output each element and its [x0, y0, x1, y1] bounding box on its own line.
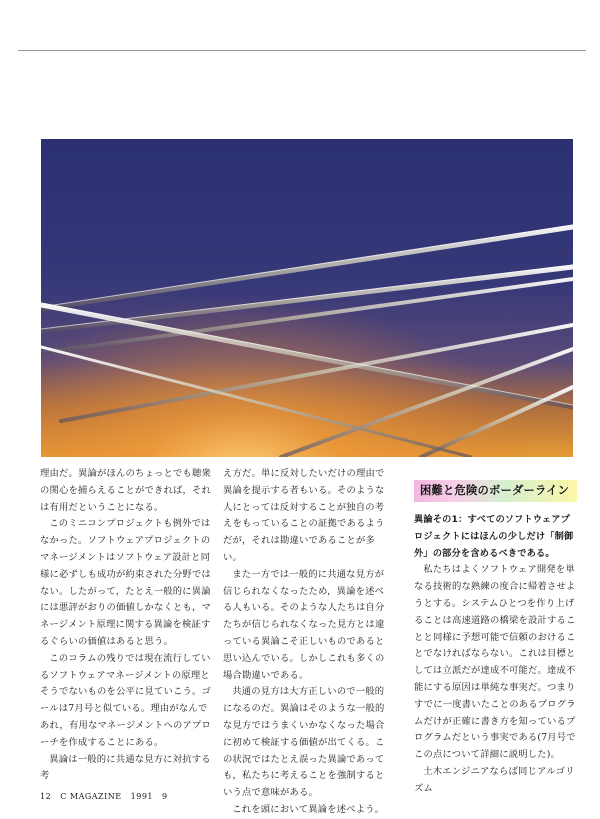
article-column-1	[40, 466, 212, 785]
col2-paragraph-1: え方だ。単に反対したいだけの理由で異論を提示する者もいる。そのような人にとっては反対することが独自の考えをもっていることの証拠であるようだが，それは勘違いであることが多い。	[223, 468, 385, 563]
col1-paragraph-4: 異論は一般的に共通な見方に対抗する考	[40, 753, 211, 782]
issue-year: 1991	[130, 792, 153, 801]
issue-month: 9	[162, 792, 168, 801]
col2-paragraph-4: これを頭において異論を述べよう。	[232, 803, 385, 815]
page-footer	[40, 792, 174, 801]
col3-paragraph-2: 私たちはよくソフトウェア開発を単なる技術的な熟練の度合に帰着させようとする。システムひとつを作り上げることは高速道路の橋梁を設計することと同様に予想可能で信頼のおけることでなければならない。これは目標としては立派だが達成不可能だ。達成不能にする原因は単純な事実だ。つまりすでに一度書いたことのあるプログラムだけが正確に書き方を知っているプログラムだという事実である(7月号でこの点について詳細に説明した)。	[414, 564, 576, 761]
col1-paragraph-2: このミニコンプロジェクトも例外ではなかった。ソフトウェアプロジェクトのマネージメントはソフトウェア設計と同様に必ずしも成功が約束された分野ではない。したがって，たとえ一般的に異論には悪評がおりの価値しかなくとも，マネージメント原理に関する異論を検証するぐらいの価値はあると思う。	[40, 518, 211, 647]
col1-paragraph-3: このコラムの残りでは現在流行しているソフトウェアマネージメントの原理とそうでないものを公平に見ていこう。ゴールは7月号と似ている。理由がなんであれ，有用なマネージメントへのアプローチを作成することにある。	[40, 652, 212, 748]
article-column-3	[414, 466, 577, 798]
article-column-2	[223, 466, 393, 819]
col2-paragraph-2: また一方では一般的に共通な見方が信じられなくなったため，異論を述べる人もいる。そのような人たちは自分たちが信じられなくなった見方とは違っている異論こそ正しいものであると思い込んでいる。しかしこれも多くの場合勘違いである。	[223, 568, 385, 681]
light-rods-image	[41, 139, 573, 457]
page-number: 12	[40, 792, 52, 801]
col3-bold-paragraph: 異論その1：すべてのソフトウェアプロジェクトにはほんの少しだけ「制御外」の部分を含めるべきである。	[414, 514, 574, 559]
col2-paragraph-3: 共通の見方は大方正しいので一般的になるのだ。異論はそのような一般的な見方ではうまくいかなくなった場合に初めて検証する価値が出てくる。この状況ではたとえ誤った異論であっても，私たちに考えることを強制するという点で意味がある。	[223, 686, 385, 799]
col1-paragraph-1: 理由だ。異論がほんのちょっとでも聴衆の関心を捕らえることができれば，それは有用だということになる。	[40, 468, 211, 513]
photo-light-rods	[41, 139, 573, 457]
top-rule	[18, 50, 586, 51]
magazine-name: C MAGAZINE	[60, 792, 122, 801]
section-heading: 困難と危険のボーダーライン	[414, 480, 577, 502]
col3-paragraph-3: 土木エンジニアならば同じアルゴリズム	[414, 765, 575, 794]
